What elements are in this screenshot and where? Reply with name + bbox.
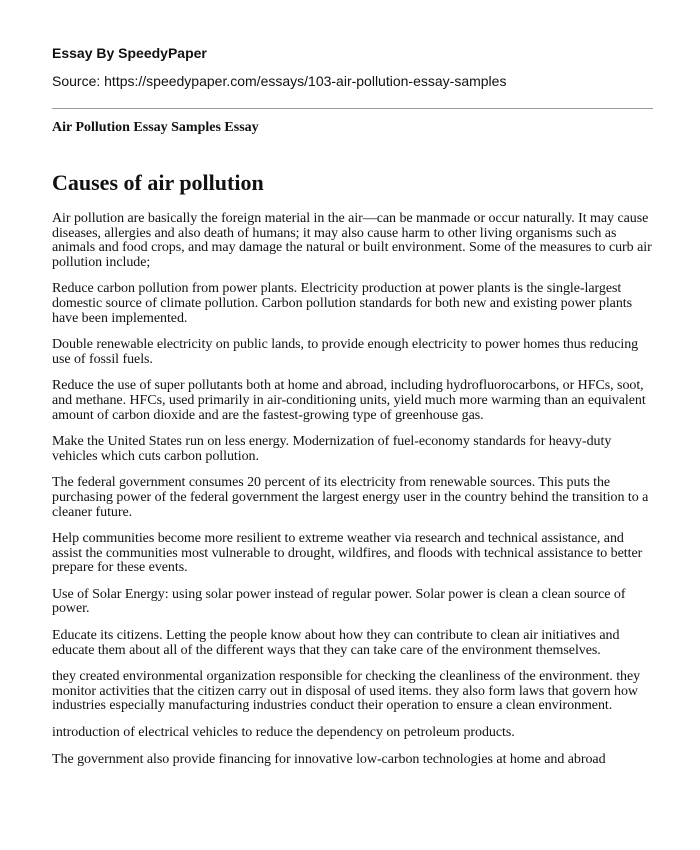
essay-body [52,168,656,779]
paragraph-renewable-public-lands: Double renewable electricity on public lands, to provide enough electricity to power homes thus reducing use of fossil fuels. [52,337,639,367]
paragraph-super-pollutants: Reduce the use of super pollutants both at home and abroad, including hydrofluorocarbons, or HFCs, soot, and methane. HFCs, used primarily in air-conditioning units, yield much more warming than an equivalent amount of carbon dioxide and are the fastest-growing type of greenhouse gas. [52,378,646,423]
section-heading: Causes of air pollution [52,170,264,195]
document-title: Air Pollution Essay Samples Essay [52,120,259,135]
paragraph-resilient-communities: Help communities become more resilient to extreme weather via research and technical assistance, and assist the communities most vulnerable to drought, wildfires, and floods with technical assistance to better prepare for these events. [52,531,643,576]
paragraph-electric-vehicles: introduction of electrical vehicles to reduce the dependency on petroleum products. [52,725,515,741]
essay-brand-title: Essay By SpeedyPaper [52,45,207,61]
header-divider [52,108,653,109]
paragraph-solar-energy: Use of Solar Energy: using solar power instead of regular power. Solar power is clean a clean source of power. [52,586,626,617]
paragraph-power-plants: Reduce carbon pollution from power plants. Electricity production at power plants is the single-largest domestic source of climate pollution. Carbon pollution standards for both new and existing power plants have been implemented. [52,281,633,326]
paragraph-low-carbon-financing: The government also provide financing for innovative low-carbon technologies at home and abroad [52,751,606,767]
paragraph-less-energy: Make the United States run on less energy. Modernization of fuel-economy standards for heavy-duty vehicles which cuts carbon pollution. [52,434,612,464]
source-line: Source: https://speedypaper.com/essays/103-air-pollution-essay-samples [52,73,507,89]
paragraph-educate-citizens: Educate its citizens. Letting the people know about how they can contribute to clean air initiatives and educate them about all of the different ways that they can take care of the environment themselves. [52,628,620,658]
paragraph-federal-government: The federal government consumes 20 percent of its electricity from renewable sources. This puts the purchasing power of the federal government the largest energy user in the country behind the transition to a cleaner future. [52,475,649,520]
paragraph-intro: Air pollution are basically the foreign material in the air—can be manmade or occur naturally. It may cause diseases, allergies and also death of humans; it may also cause harm to other living organisms such as animals and food crops, and may damage the natural or built environment. Some of the measures to curb air pollution include; [52,211,652,270]
paragraph-environmental-organization: they created environmental organization responsible for checking the cleanliness of the environment. they monitor activities that the citizen carry out in disposal of used items. they also form laws that govern how industries especially manufacturing industries conduct their operation to ensure a clean environment. [52,669,641,714]
